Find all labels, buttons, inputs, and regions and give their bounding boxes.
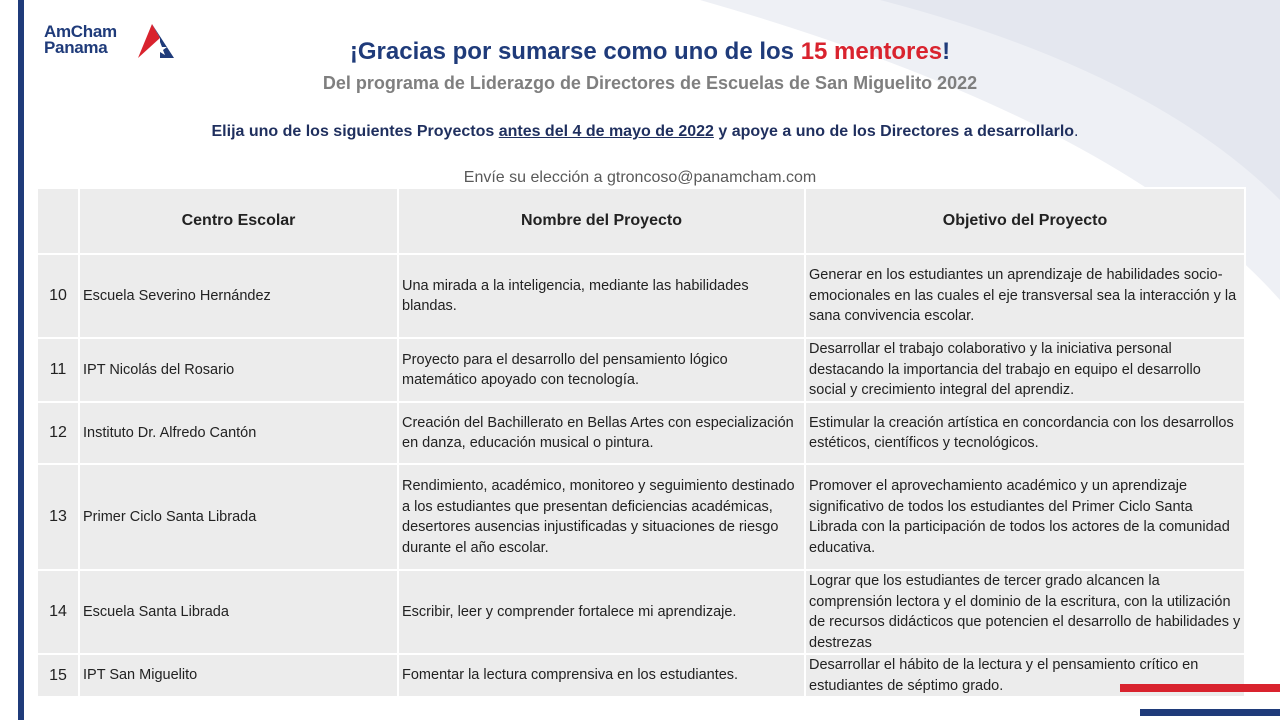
row-number: 12 (37, 402, 79, 464)
project-objective: Promover el aprovechamiento académico y un aprendizaje significativo de todos los estudiantes del Primer Ciclo Santa Librada con la participación de todos los actores de la comunidad educativa. (805, 464, 1245, 570)
page-subtitle: Del programa de Liderazgo de Directores de Escuelas de San Miguelito 2022 (322, 73, 978, 93)
logo-triangle-icon (130, 18, 176, 58)
project-name: Una mirada a la inteligencia, mediante las habilidades blandas. (398, 254, 805, 338)
header-nombre-proyecto: Nombre del Proyecto (398, 188, 805, 254)
table-row (37, 338, 1245, 402)
project-name: Rendimiento, académico, monitoreo y seguimiento destinado a los estudiantes que presentan deficiencias académicas, desertores ausencias injustificadas y situaciones de riesgo durante el año escolar. (398, 464, 805, 570)
left-accent-bar (18, 0, 24, 720)
row-number: 13 (37, 464, 79, 570)
project-objective: Desarrollar el hábito de la lectura y el pensamiento crítico en estudiantes de séptimo grado. (805, 654, 1245, 697)
school-name: IPT San Miguelito (79, 654, 398, 697)
amcham-logo (44, 18, 184, 68)
project-name: Proyecto para el desarrollo del pensamiento lógico matemático apoyado con tecnología. (398, 338, 805, 402)
title-part-2: ! (942, 38, 951, 65)
header-objetivo-proyecto: Objetivo del Proyecto (805, 188, 1245, 254)
table-row (37, 254, 1245, 338)
school-name: Escuela Severino Hernández (79, 254, 398, 338)
school-name: Primer Ciclo Santa Librada (79, 464, 398, 570)
project-name: Creación del Bachillerato en Bellas Artes con especialización en danza, educación musical o pintura. (398, 402, 805, 464)
project-objective: Lograr que los estudiantes de tercer grado alcancen la comprensión lectora y el dominio de la escritura, con la utilización de recursos didácticos que potencien el desarrollo de habilidades y destrezas (805, 570, 1245, 654)
school-name: Instituto Dr. Alfredo Cantón (79, 402, 398, 464)
title-accent: 15 mentores (800, 38, 943, 65)
instruction-text (60, 123, 1230, 141)
project-objective: Desarrollar el trabajo colaborativo y la iniciativa personal destacando la importancia del trabajo en equipo el desarrollo social y crecimiento integral del aprendiz. (805, 338, 1245, 402)
logo-line-2: Panama (44, 38, 108, 57)
row-number: 10 (37, 254, 79, 338)
row-number: 14 (37, 570, 79, 654)
school-name: Escuela Santa Librada (79, 570, 398, 654)
blue-stripe (1140, 709, 1280, 716)
row-number: 15 (37, 654, 79, 697)
project-objective: Generar en los estudiantes un aprendizaje de habilidades socio-emocionales en las cuales el eje transversal sea la interacción y la sana convivencia escolar. (805, 254, 1245, 338)
red-stripe (1120, 684, 1280, 692)
instruction-period: . (1074, 123, 1079, 140)
instruction-part-1: Elija uno de los siguientes Proyectos (211, 123, 499, 140)
table-row (37, 654, 1245, 697)
school-name: IPT Nicolás del Rosario (79, 338, 398, 402)
logo-wordmark (44, 24, 117, 56)
table-row (37, 464, 1245, 570)
projects-table (36, 187, 1246, 698)
instruction-deadline: antes del 4 de mayo de 2022 (498, 123, 714, 140)
table-header-row (37, 188, 1245, 254)
title-part-1: ¡Gracias por sumarse como uno de los (349, 38, 801, 65)
page-title (220, 38, 1080, 66)
project-name: Fomentar la lectura comprensiva en los estudiantes. (398, 654, 805, 697)
instruction-part-2: y apoye a uno de los Directores a desarrollarlo (713, 123, 1075, 140)
logo-line-1: AmCham (44, 22, 117, 41)
email-line: Envíe su elección a gtroncoso@panamcham.com (463, 169, 817, 186)
project-name: Escribir, leer y comprender fortalece mi aprendizaje. (398, 570, 805, 654)
project-objective: Estimular la creación artística en concordancia con los desarrollos estéticos, científicos y tecnológicos. (805, 402, 1245, 464)
header-centro-escolar: Centro Escolar (79, 188, 398, 254)
table-row (37, 570, 1245, 654)
table-row (37, 402, 1245, 464)
row-number: 11 (37, 338, 79, 402)
bottom-decorative-stripes (1120, 684, 1280, 720)
header-num (37, 188, 79, 254)
